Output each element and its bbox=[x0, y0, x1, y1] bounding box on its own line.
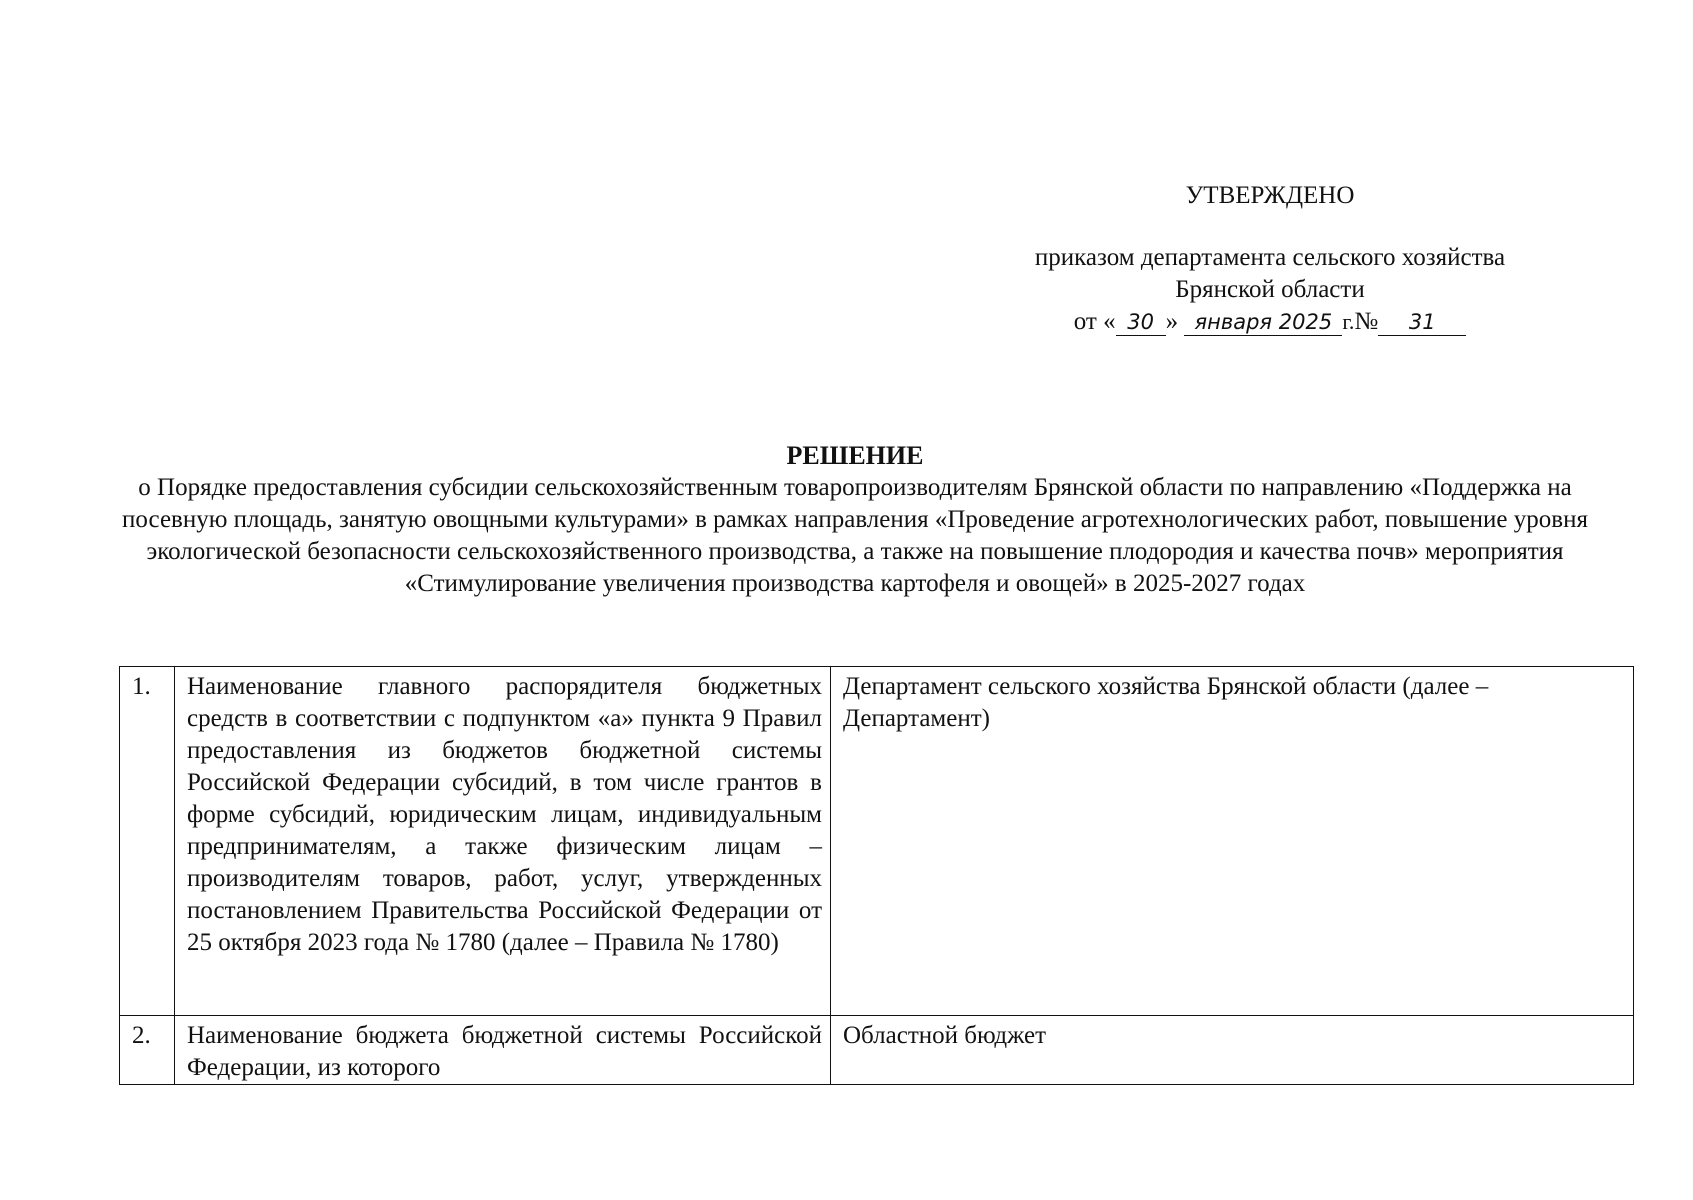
approved-stamp-text: УТВЕРЖДЕНО bbox=[1185, 182, 1355, 209]
document-title: РЕШЕНИЕ bbox=[786, 441, 924, 470]
handwritten-number: 31 bbox=[1378, 309, 1466, 336]
document-subtitle: о Порядке предоставления субсидии сельскохозяйственным товаропроизводителям Брянской области по направлению «Поддержка на посевную площадь, занятую овощными культурами» в рамках направления «Проведение агротехнологических работ, повышение уровня экологической безопасности сельскохозяйственного производства, а также на повышение плодородия и качества почв» мероприятия «Стимулирование увеличения производства картофеля и овощей» в 2025-2027 годах bbox=[122, 474, 1588, 597]
row-value: Областной бюджет bbox=[831, 1016, 1634, 1085]
row-name: Наименование бюджета бюджетной системы Российской Федерации, из которого bbox=[175, 1016, 831, 1085]
table-row bbox=[120, 1016, 1634, 1085]
row-value: Департамент сельского хозяйства Брянской области (далее – Департамент) bbox=[831, 667, 1634, 1016]
date-prefix: от « bbox=[1073, 308, 1116, 335]
approval-region-line: Брянской области bbox=[1175, 276, 1365, 303]
table-row bbox=[120, 667, 1634, 1016]
approval-order-line: приказом департамента сельского хозяйства bbox=[1034, 244, 1506, 271]
date-quote-close: » bbox=[1165, 308, 1179, 335]
year-suffix: г. bbox=[1342, 309, 1355, 334]
handwritten-day: 30 bbox=[1116, 309, 1166, 336]
approval-date-line bbox=[1000, 306, 1540, 338]
handwritten-month-year: января 2025 bbox=[1184, 309, 1342, 336]
details-table bbox=[119, 666, 1634, 1085]
row-number: 1. bbox=[120, 667, 175, 1016]
row-name: Наименование главного распорядителя бюджетных средств в соответствии с подпунктом «а» пункта 9 Правил предоставления из бюджетов бюджетной системы Российской Федерации субсидий, в том числе грантов в форме субсидий, юридическим лицам, индивидуальным предпринимателям, а также физическим лицам – производителям товаров, работ, услуг, утвержденных постановлением Правительства Российской Федерации от 25 октября 2023 года № 1780 (далее – Правила № 1780) bbox=[175, 667, 831, 1016]
row-number: 2. bbox=[120, 1016, 175, 1085]
number-label: № bbox=[1354, 308, 1379, 335]
approval-block bbox=[1000, 180, 1540, 338]
document-heading bbox=[120, 440, 1590, 600]
